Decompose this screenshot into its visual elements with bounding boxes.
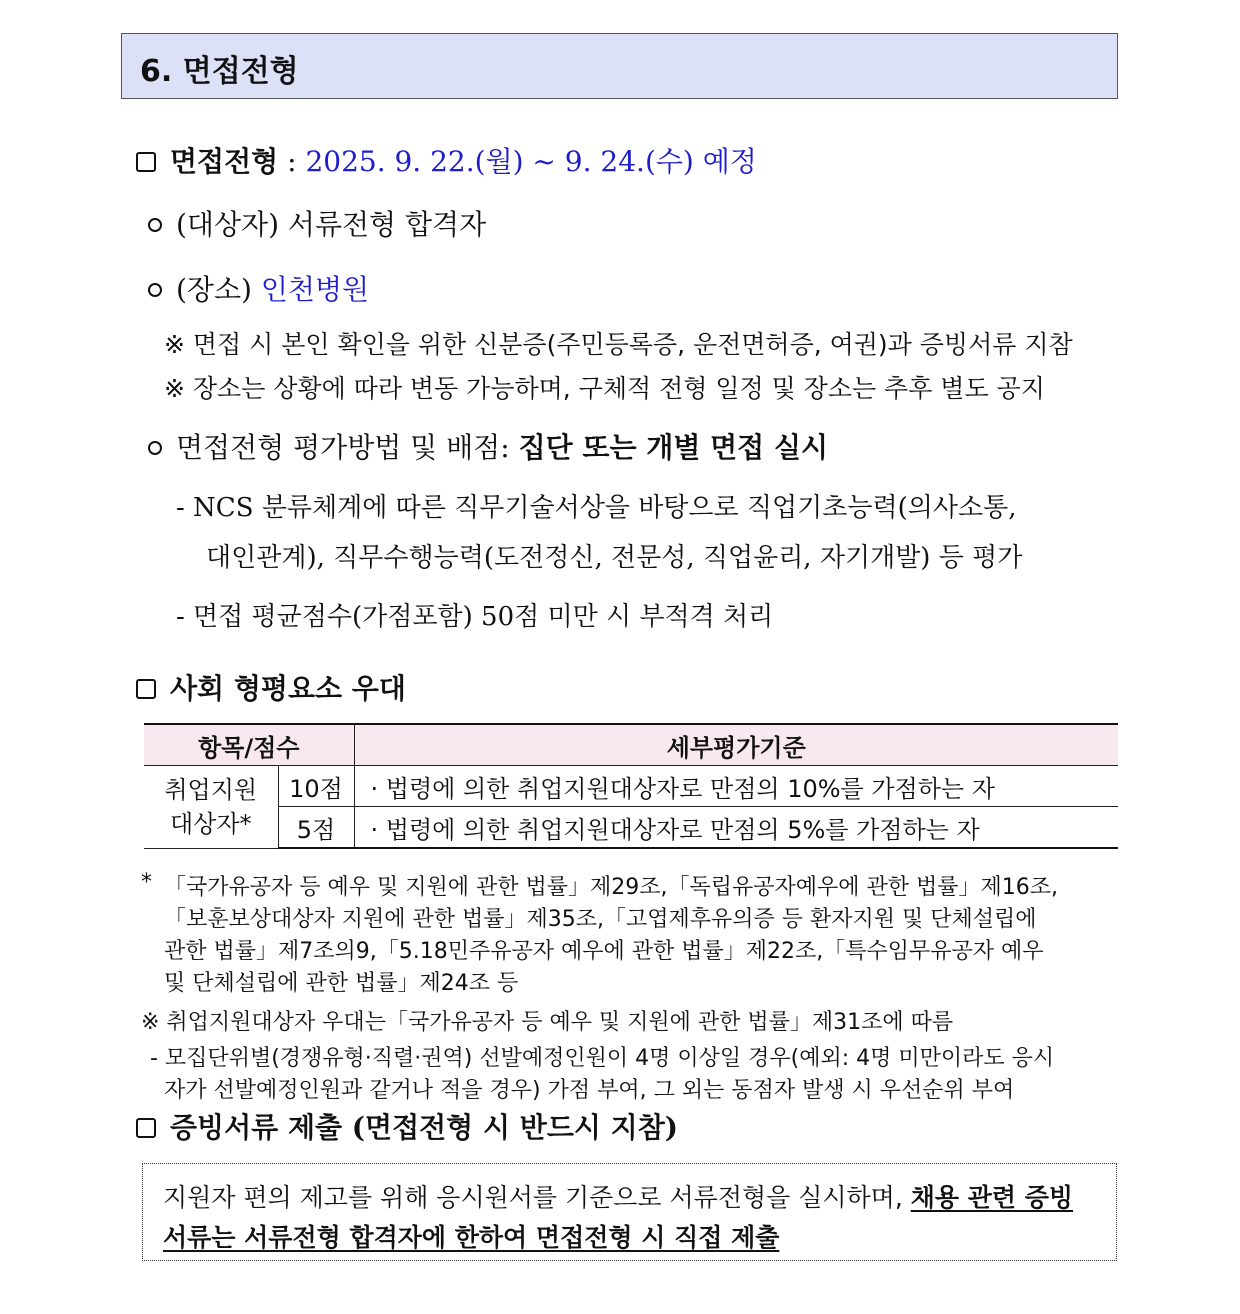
interview-note-place: ※ 장소는 상황에 따라 변동 가능하며, 구체적 전형 일정 및 장소는 추후 별도 공지 — [164, 374, 1045, 403]
method-bullet-2: - 면접 평균점수(가점포함) 50점 미만 시 부적격 처리 — [176, 602, 774, 632]
section-title: 6. 면접전형 — [140, 54, 299, 89]
table-header-item: 항목/점수 — [144, 724, 354, 766]
table-detail: · 법령에 의한 취업지원대상자로 만점의 10%를 가점하는 자 — [354, 766, 1118, 807]
bonus-table — [144, 723, 1118, 849]
table-header-row — [144, 724, 1118, 766]
footnote-line: 「보훈보상대상자 지원에 관한 법률」제35조,「고엽제후유의증 등 환자지원 및 단체설립에 — [164, 907, 1037, 932]
table-detail: · 법령에 의한 취업지원대상자로 만점의 5%를 가점하는 자 — [354, 807, 1118, 849]
table-row — [144, 766, 1118, 807]
interview-target: (대상자) 서류전형 합격자 — [148, 203, 486, 243]
circle-bullet-icon — [148, 441, 162, 455]
documents-heading: 증빙서류 제출 (면접전형 시 반드시 지참) — [136, 1106, 678, 1146]
social-dash-line: - 모집단위별(경쟁유형·직렬·권역) 선발예정인원이 4명 이상일 경우(예외: 4명 미만이라도 응시 — [150, 1046, 1055, 1071]
interview-note-id: ※ 면접 시 본인 확인을 위한 신분증(주민등록증, 운전면허증, 여권)과 증빙서류 지참 — [164, 330, 1073, 359]
table-header-detail: 세부평가기준 — [354, 724, 1118, 766]
notice-emphasis: 서류는 서류전형 합격자에 한하여 면접전형 시 직접 제출 — [163, 1223, 780, 1252]
checkbox-square-icon — [136, 152, 156, 172]
method-bullet-1-cont: 대인관계), 직무수행능력(도전정신, 전문성, 직업윤리, 자기개발) 등 평가 — [206, 543, 1023, 573]
circle-bullet-icon — [148, 218, 162, 232]
interview-label: 면접전형 — [170, 145, 279, 178]
notice-line-2 — [163, 1218, 779, 1254]
footnote-line: 관한 법률」제7조의9,「5.18민주유공자 예우에 관한 법률」제22조,「특수임무유공자 예우 — [164, 939, 1044, 964]
section-header — [121, 33, 1118, 99]
checkbox-square-icon — [136, 1118, 156, 1138]
footnote-line: 「국가유공자 등 예우 및 지원에 관한 법률」제29조,「독립유공자예우에 관한 법률」제16조, — [164, 875, 1058, 900]
footnote-star: * — [141, 870, 152, 895]
place-name: 인천병원 — [260, 273, 370, 306]
table-score: 5점 — [278, 807, 354, 849]
interview-method: 면접전형 평가방법 및 배점: 집단 또는 개별 면접 실시 — [148, 426, 828, 466]
social-dash-line-cont: 자가 선발예정인원과 같거나 적을 경우) 가점 부여, 그 외는 동점자 발생 시 우선순위 부여 — [164, 1078, 1015, 1103]
social-note: ※ 취업지원대상자 우대는「국가유공자 등 예우 및 지원에 관한 법률」제31조에 따름 — [141, 1010, 954, 1035]
table-score: 10점 — [278, 766, 354, 807]
social-heading: 사회 형평요소 우대 — [136, 667, 406, 707]
method-bold: 집단 또는 개별 면접 실시 — [518, 431, 829, 464]
footnote-line: 및 단체설립에 관한 법률」제24조 등 — [164, 971, 519, 996]
interview-place: (장소) 인천병원 — [148, 268, 369, 308]
table-row — [144, 807, 1118, 849]
checkbox-square-icon — [136, 679, 156, 699]
documents-notice-box — [142, 1163, 1117, 1261]
interview-date: 2025. 9. 22.(월) ~ 9. 24.(수) 예정 — [305, 145, 757, 178]
notice-emphasis: 채용 관련 증빙 — [910, 1183, 1074, 1212]
method-bullet-1: - NCS 분류체계에 따른 직무기술서상을 바탕으로 직업기초능력(의사소통, — [176, 493, 1017, 523]
circle-bullet-icon — [148, 283, 162, 297]
interview-heading: 면접전형 : 2025. 9. 22.(월) ~ 9. 24.(수) 예정 — [136, 140, 757, 180]
notice-line-1: 지원자 편의 제고를 위해 응시원서를 기준으로 서류전형을 실시하며, 채용 관련 증빙 — [163, 1183, 1074, 1212]
table-category-cell: 취업지원 대상자* — [144, 766, 278, 849]
